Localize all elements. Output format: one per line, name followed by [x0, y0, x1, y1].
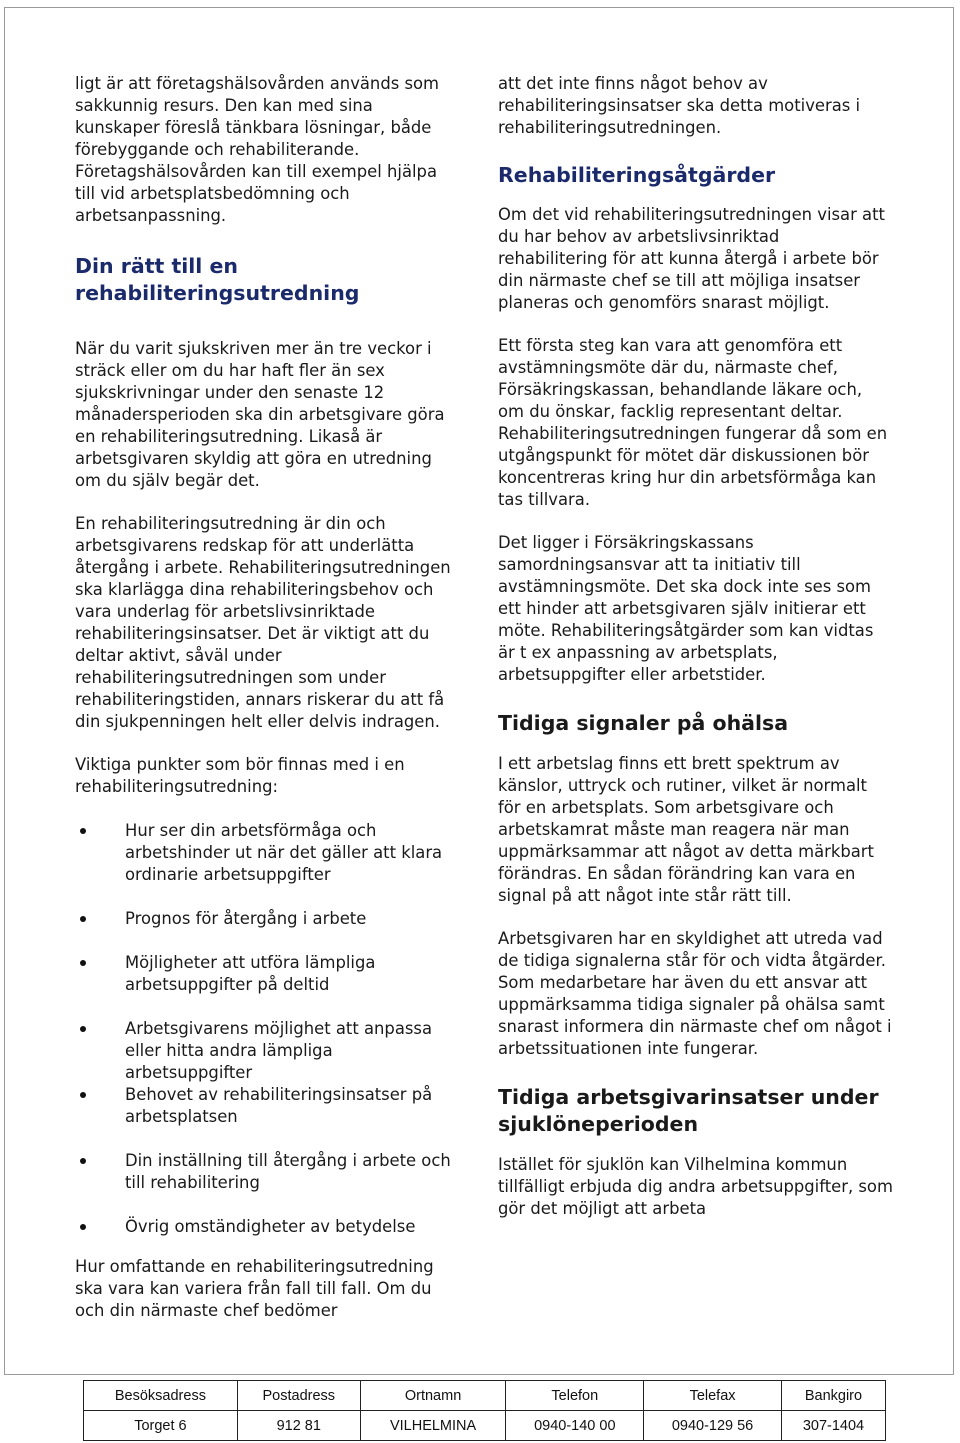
list-item: Övrig omständigheter av betydelse [75, 1216, 460, 1238]
heading-early-signals: Tidiga signaler på ohälsa [498, 711, 789, 735]
list-item: Arbetsgivarens möjlighet att anpassa eller hitta andra lämpliga arbetsuppgifter [75, 1018, 460, 1084]
list-item: Hur ser din arbetsförmåga och arbetshinder ut när det gäller att klara ordinarie arbetsuppgifter [75, 820, 460, 886]
footer-header-row [84, 1381, 886, 1411]
footer-value-cell: 307-1404 [781, 1411, 885, 1441]
list-item: Din inställning till återgång i arbete och till rehabilitering [75, 1150, 460, 1194]
footer-header-cell: Besöksadress [84, 1381, 238, 1411]
footer-value-cell: 0940-140 00 [506, 1411, 644, 1441]
points-intro-paragraph: Viktiga punkter som bör finnas med i en rehabiliteringsutredning: [75, 755, 405, 796]
heading-rehab-measures: Rehabiliteringsåtgärder [498, 163, 776, 187]
right-column [498, 73, 893, 1220]
scope-paragraph: Hur omfattande en rehabiliteringsutredning ska vara kan variera från fall till fall. Om du och din närmaste chef bedömer [75, 1257, 434, 1320]
footer-value-cell: 912 81 [237, 1411, 360, 1441]
points-list [75, 820, 460, 1238]
measures-paragraph-1: Om det vid rehabiliteringsutredningen visar att du har behov av arbetslivsinriktad rehabilitering för att kunna återgå i arbete bör din närmaste chef se till att möjliga insatser planeras och genomförs snarast möjligt. [498, 205, 885, 312]
measures-paragraph-3: Det ligger i Försäkringskassans samordningsansvar att ta initiativ till avstämningsmöte. Det ska dock inte ses som ett hinder att arbetsgivaren själv initierar ett möte. Rehabiliteringsåtgärder som kan vidtas är t ex anpassning av arbetsplats, arbetsuppgifter eller arbetstider. [498, 533, 874, 684]
heading-early-employer-actions: Tidiga arbetsgivarinsatser under sjuklöneperioden [498, 1085, 879, 1136]
intro-paragraph: ligt är att företagshälsovården används som sakkunnig resurs. Den kan med sina kunskaper föreslå tänkbara lösningar, både förebyggande och rehabiliterande. Företagshälsovården kan till exempel hjälpa till vid arbetsplatsbedömning och arbetsanpassning. [75, 74, 440, 225]
footer-header-cell: Telefax [644, 1381, 782, 1411]
contact-footer [83, 1380, 886, 1441]
footer-value-cell: Torget 6 [84, 1411, 238, 1441]
signals-paragraph-1: I ett arbetslag finns ett brett spektrum av känslor, uttryck och rutiner, vilket är normalt för en arbetsplats. Som arbetsgivare och arbetskamrat måste man reagera när man uppmärksammar att något av detta märkbart förändras. En sådan förändring kan vara en signal på att något inte står rätt till. [498, 754, 874, 905]
tool-paragraph: En rehabiliteringsutredning är din och arbetsgivarens redskap för att underlätta återgång i arbete. Rehabiliteringsutredningen ska klarlägga dina rehabiliteringsbehov och vara underlag för arbetslivsinriktade rehabiliteringsinsatser. Det är viktigt att du deltar aktivt, såväl under rehabiliteringsutredningen som under rehabiliteringstiden, annars riskerar du att få din sjukpenningen helt eller delvis indragen. [75, 514, 451, 731]
footer-value-cell: 0940-129 56 [644, 1411, 782, 1441]
footer-header-cell: Postadress [237, 1381, 360, 1411]
footer-value-cell: VILHELMINA [360, 1411, 506, 1441]
footer-header-cell: Telefon [506, 1381, 644, 1411]
measures-paragraph-2: Ett första steg kan vara att genomföra ett avstämningsmöte där du, närmaste chef, Försäkringskassan, behandlande läkare och, om du önskar, facklig representant deltar. Rehabiliteringsutredningen fungerar då som en utgångspunkt för mötet där diskussionen bör koncentreras kring hur din arbetsförmåga kan tas tillvara. [498, 336, 888, 509]
footer-header-cell: Ortnamn [360, 1381, 506, 1411]
left-column [75, 73, 460, 1322]
early-actions-paragraph: Istället för sjuklön kan Vilhelmina kommun tillfälligt erbjuda dig andra arbetsuppgifter, som gör det möjligt att arbeta [498, 1155, 893, 1218]
signals-paragraph-2: Arbetsgivaren har en skyldighet att utreda vad de tidiga signalerna står för och vidta åtgärder. Som medarbetare har även du ett ansvar att uppmärksamma tidiga signaler på ohälsa samt snarast informera din närmaste chef om något i arbetssituationen inte fungerar. [498, 929, 892, 1058]
sick-leave-paragraph: När du varit sjukskriven mer än tre veckor i sträck eller om du har haft fler än sex sjukskrivningar under den senaste 12 månadersperioden ska din arbetsgivare göra en rehabiliteringsutredning. Likaså är arbetsgivaren skyldig att göra en utredning om du själv begär det. [75, 339, 445, 490]
footer-value-row [84, 1411, 886, 1441]
list-item: Behovet av rehabiliteringsinsatser på arbetsplatsen [75, 1084, 460, 1128]
heading-right-to-investigation: Din rätt till en rehabiliteringsutredning [75, 254, 360, 305]
list-item: Prognos för återgång i arbete [75, 908, 460, 930]
footer-header-cell: Bankgiro [781, 1381, 885, 1411]
list-item: Möjligheter att utföra lämpliga arbetsuppgifter på deltid [75, 952, 460, 996]
continuation-paragraph: att det inte finns något behov av rehabiliteringsinsatser ska detta motiveras i rehabiliteringsutredningen. [498, 74, 861, 137]
